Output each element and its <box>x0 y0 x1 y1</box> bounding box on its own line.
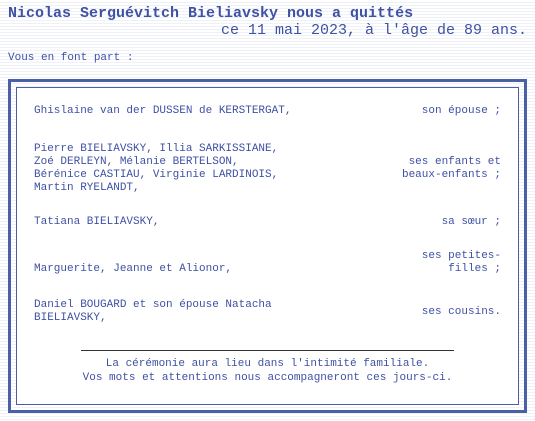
closing-line-thanks: Vos mots et attentions nous accompagneront ces jours-ci. <box>82 372 453 384</box>
date-subtitle: ce 11 mai 2023, à l'âge de 89 ans. <box>220 22 527 39</box>
page-title: Nicolas Serguévitch Bieliavsky nous a quittés <box>8 5 414 22</box>
family-role: ses enfants et beaux-enfants ; <box>401 156 501 181</box>
intro-text: Vous en font part : <box>8 52 134 64</box>
closing-text <box>17 357 518 385</box>
family-role: ses cousins. <box>421 306 501 318</box>
announcement-frame <box>8 79 527 413</box>
family-names: Marguerite, Jeanne et Alionor, <box>34 263 233 275</box>
family-names: Ghislaine van der DUSSEN de KERSTERGAT, <box>34 105 292 117</box>
family-role: ses petites- filles ; <box>421 250 501 275</box>
closing-line-ceremony: La cérémonie aura lieu dans l'intimité familiale. <box>105 358 430 370</box>
family-names: Pierre BIELIAVSKY, Illia SARKISSIANE, Zoé DERLEYN, Mélanie BERTELSON, Bérénice CASTIAU, Virginie LARDINOIS, Martin RYELANDT, <box>34 143 279 194</box>
family-names: Daniel BOUGARD et son épouse Natacha BIELIAVSKY, <box>34 299 272 324</box>
family-role: son épouse ; <box>421 105 501 117</box>
family-names: Tatiana BIELIAVSKY, <box>34 216 160 228</box>
divider-line <box>81 350 454 351</box>
announcement-panel <box>16 87 519 405</box>
family-role: sa sœur ; <box>441 216 501 228</box>
